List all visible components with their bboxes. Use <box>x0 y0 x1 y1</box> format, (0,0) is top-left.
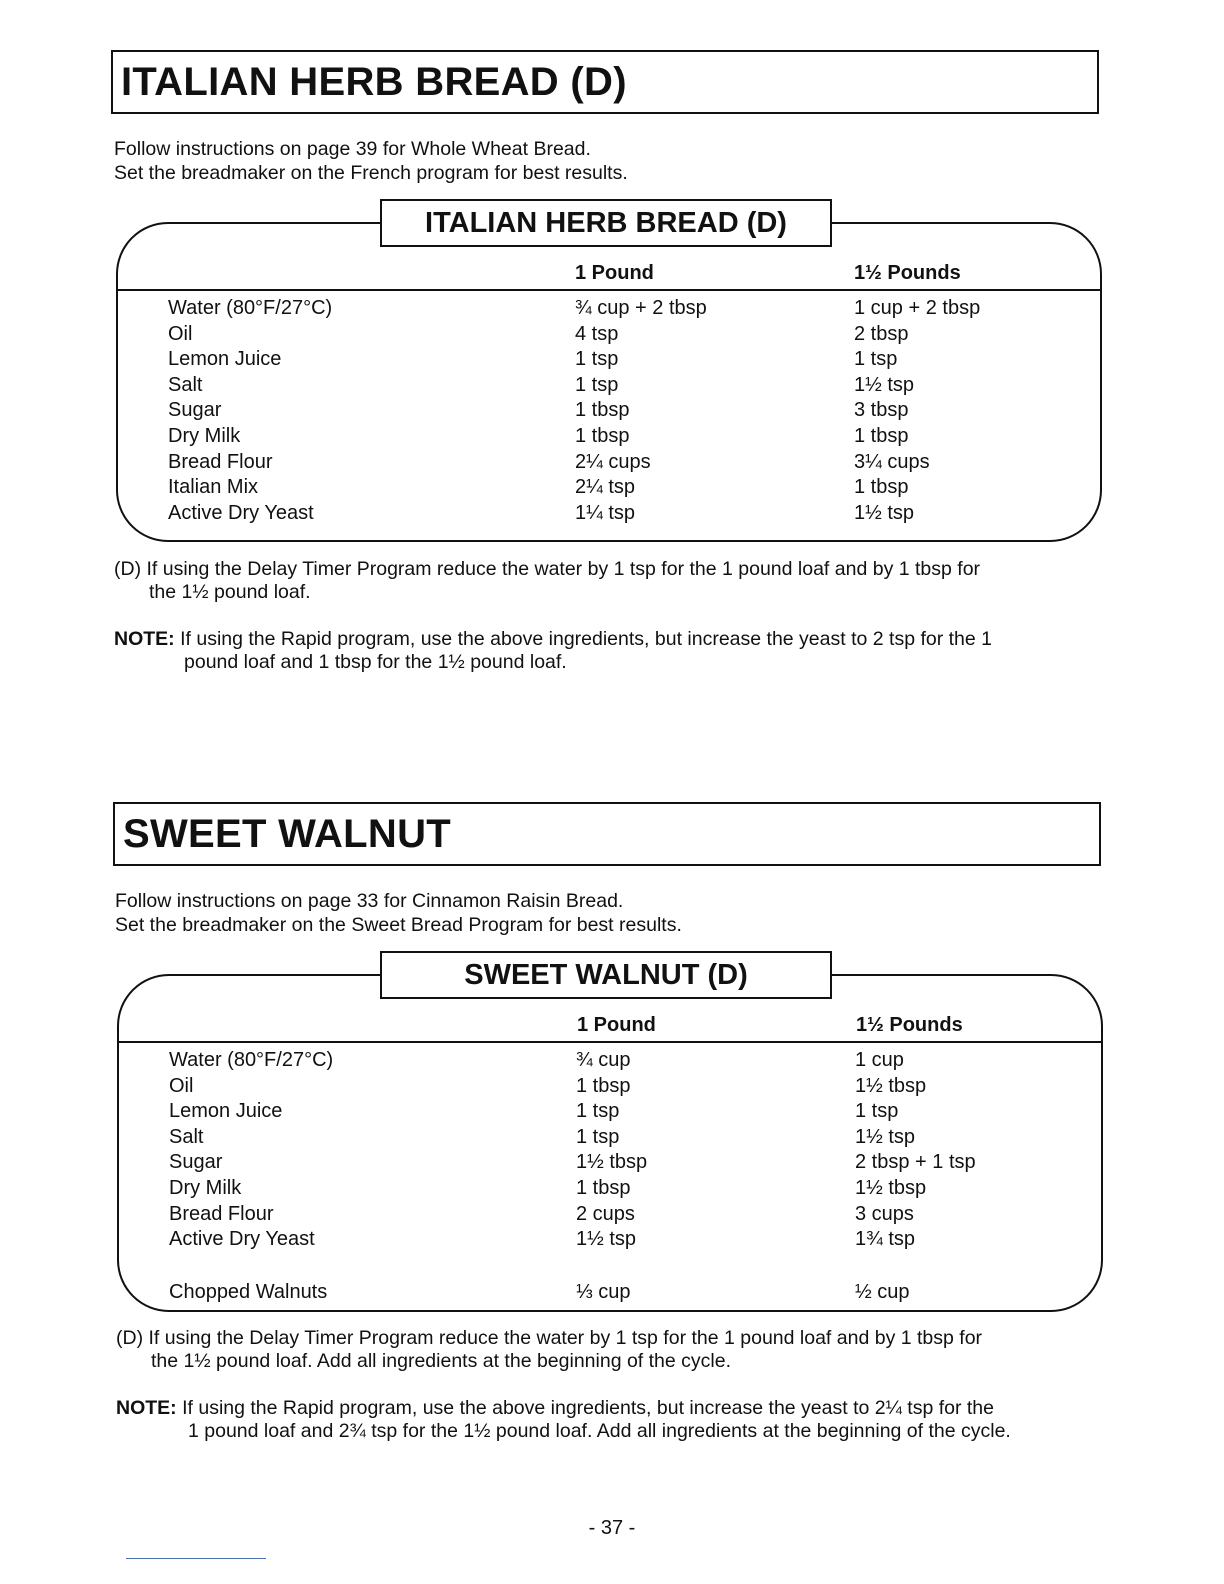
amount-1-pound: ¾ cup <box>576 1049 631 1071</box>
amount-1-5-pounds: 2 tbsp <box>854 322 909 345</box>
delay-timer-note <box>114 558 1104 604</box>
table-row <box>0 397 1224 423</box>
amount-1-5-pounds: 1½ tbsp <box>855 1177 927 1199</box>
column-header-1-5-pounds: 1½ Pounds <box>854 262 961 284</box>
amount-1-pound: 2¼ tsp <box>575 476 636 499</box>
table-row <box>0 500 1224 526</box>
amount-1-pound: ⅓ cup <box>576 1281 631 1303</box>
ingredient-name: Water (80°F/27°C) <box>169 1049 334 1071</box>
table-title: SWEET WALNUT (D) <box>380 951 832 999</box>
amount-1-5-pounds: 3 tbsp <box>854 399 909 422</box>
recipe-heading-box <box>111 50 1099 114</box>
ingredient-name: Oil <box>168 322 193 345</box>
table-row <box>0 474 1224 500</box>
ingredient-name: Salt <box>169 1125 204 1148</box>
table-row <box>0 372 1224 398</box>
ingredient-name: Lemon Juice <box>168 348 282 371</box>
amount-1-pound: 1 tsp <box>575 373 619 396</box>
table-row <box>0 346 1224 372</box>
note-line: If using the Rapid program, use the above ingredients, but increase the yeast to 2¼ tsp for the <box>176 1397 994 1419</box>
column-header-1-pound: 1 Pound <box>577 1014 656 1036</box>
note-line: (D) If using the Delay Timer Program reduce the water by 1 tsp for the 1 pound loaf and by 1 tbsp for <box>116 1327 983 1349</box>
amount-1-pound: 1 tbsp <box>575 399 630 422</box>
recipe-heading: SWEET WALNUT <box>123 812 452 856</box>
table-row <box>1 1047 1224 1073</box>
amount-1-pound: 1 tsp <box>575 348 619 371</box>
ingredient-name: Bread Flour <box>168 450 273 473</box>
note-first-line <box>114 628 1104 651</box>
page-number: - 37 - <box>588 1517 636 1539</box>
ingredient-name: Water (80°F/27°C) <box>168 297 333 319</box>
amount-1-5-pounds: 1¾ tsp <box>855 1228 916 1251</box>
table-row <box>1 1098 1224 1124</box>
table-row <box>1 1175 1224 1201</box>
ingredient-name: Chopped Walnuts <box>169 1281 328 1303</box>
rapid-program-note <box>116 1397 1106 1443</box>
table-row <box>0 449 1224 475</box>
table-row <box>1 1279 1224 1305</box>
ingredient-name: Italian Mix <box>168 476 259 499</box>
intro-line: Set the breadmaker on the French program for best results. <box>114 162 628 184</box>
amount-1-5-pounds: 1 cup + 2 tbsp <box>854 297 981 319</box>
amount-1-5-pounds: 1 tbsp <box>854 476 909 499</box>
table-row <box>0 321 1224 347</box>
table-title: ITALIAN HERB BREAD (D) <box>380 199 832 247</box>
amount-1-5-pounds: 1½ tsp <box>854 501 915 524</box>
note-line: pound loaf and 1 tbsp for the 1½ pound loaf. <box>184 651 567 673</box>
amount-1-5-pounds: 3 cups <box>855 1202 914 1225</box>
column-header-1-5-pounds: 1½ Pounds <box>856 1014 963 1036</box>
amount-1-5-pounds: 3¼ cups <box>854 450 930 473</box>
ingredient-name: Sugar <box>169 1151 223 1174</box>
note-line: 1 pound loaf and 2¾ tsp for the 1½ pound loaf. Add all ingredients at the beginning of the cycle. <box>188 1420 1011 1442</box>
ingredient-name: Active Dry Yeast <box>168 501 314 524</box>
recipe-intro <box>114 137 628 185</box>
recipe-heading-box <box>113 802 1101 866</box>
ingredient-name: Oil <box>169 1074 194 1097</box>
ingredient-name: Salt <box>168 373 203 396</box>
amount-1-pound: 1 tbsp <box>576 1177 631 1199</box>
amount-1-5-pounds: 1½ tsp <box>855 1125 916 1148</box>
amount-1-5-pounds: 1 tsp <box>854 348 898 371</box>
ingredient-name: Active Dry Yeast <box>169 1228 315 1251</box>
ingredient-name: Bread Flour <box>169 1202 274 1225</box>
note-first-line <box>116 1397 1106 1420</box>
footer-divider <box>126 1558 266 1559</box>
amount-1-pound: 1½ tsp <box>576 1228 637 1251</box>
intro-line: Set the breadmaker on the Sweet Bread Program for best results. <box>115 914 682 936</box>
amount-1-5-pounds: 1 tbsp <box>854 425 909 447</box>
amount-1-pound: 1 tbsp <box>576 1074 631 1097</box>
amount-1-pound: 1½ tbsp <box>576 1151 648 1174</box>
note-line: the 1½ pound loaf. <box>149 581 311 603</box>
amount-1-5-pounds: 1½ tsp <box>854 373 915 396</box>
note-label: NOTE: <box>114 628 175 650</box>
amount-1-pound: 2¼ cups <box>575 450 651 473</box>
delay-timer-note <box>116 1327 1106 1373</box>
amount-1-pound: 2 cups <box>576 1202 635 1225</box>
table-row <box>1 1073 1224 1099</box>
header-rule <box>117 1041 1103 1043</box>
note-label: NOTE: <box>116 1397 177 1419</box>
amount-1-pound: ¾ cup + 2 tbsp <box>575 297 707 319</box>
ingredient-name: Dry Milk <box>169 1177 242 1199</box>
amount-1-pound: 1 tsp <box>576 1125 620 1148</box>
recipe-heading: ITALIAN HERB BREAD (D) <box>121 60 627 104</box>
amount-1-5-pounds: ½ cup <box>855 1281 910 1303</box>
table-row <box>1 1124 1224 1150</box>
ingredient-name: Lemon Juice <box>169 1100 283 1123</box>
column-header-1-pound: 1 Pound <box>575 262 654 284</box>
amount-1-5-pounds: 1½ tbsp <box>855 1074 927 1097</box>
recipe-intro <box>115 889 682 937</box>
intro-line: Follow instructions on page 39 for Whole Wheat Bread. <box>114 138 591 160</box>
note-line: If using the Rapid program, use the above ingredients, but increase the yeast to 2 tsp for the 1 <box>174 628 992 650</box>
intro-line: Follow instructions on page 33 for Cinnamon Raisin Bread. <box>115 890 624 912</box>
ingredient-name: Sugar <box>168 399 222 422</box>
note-line: (D) If using the Delay Timer Program reduce the water by 1 tsp for the 1 pound loaf and by 1 tbsp for <box>114 558 981 580</box>
amount-1-5-pounds: 1 tsp <box>855 1100 899 1123</box>
table-row <box>1 1201 1224 1227</box>
table-row <box>0 423 1224 449</box>
table-row <box>1 1149 1224 1175</box>
amount-1-5-pounds: 1 cup <box>855 1049 904 1071</box>
amount-1-pound: 1 tsp <box>576 1100 620 1123</box>
table-row <box>1 1226 1224 1252</box>
table-row <box>0 295 1224 321</box>
amount-1-pound: 1¼ tsp <box>575 501 636 524</box>
amount-1-pound: 4 tsp <box>575 322 619 345</box>
ingredient-name: Dry Milk <box>168 425 241 447</box>
rapid-program-note <box>114 628 1104 674</box>
amount-1-5-pounds: 2 tbsp + 1 tsp <box>855 1151 976 1174</box>
amount-1-pound: 1 tbsp <box>575 425 630 447</box>
note-line: the 1½ pound loaf. Add all ingredients at the beginning of the cycle. <box>151 1350 732 1372</box>
header-rule <box>116 289 1102 291</box>
